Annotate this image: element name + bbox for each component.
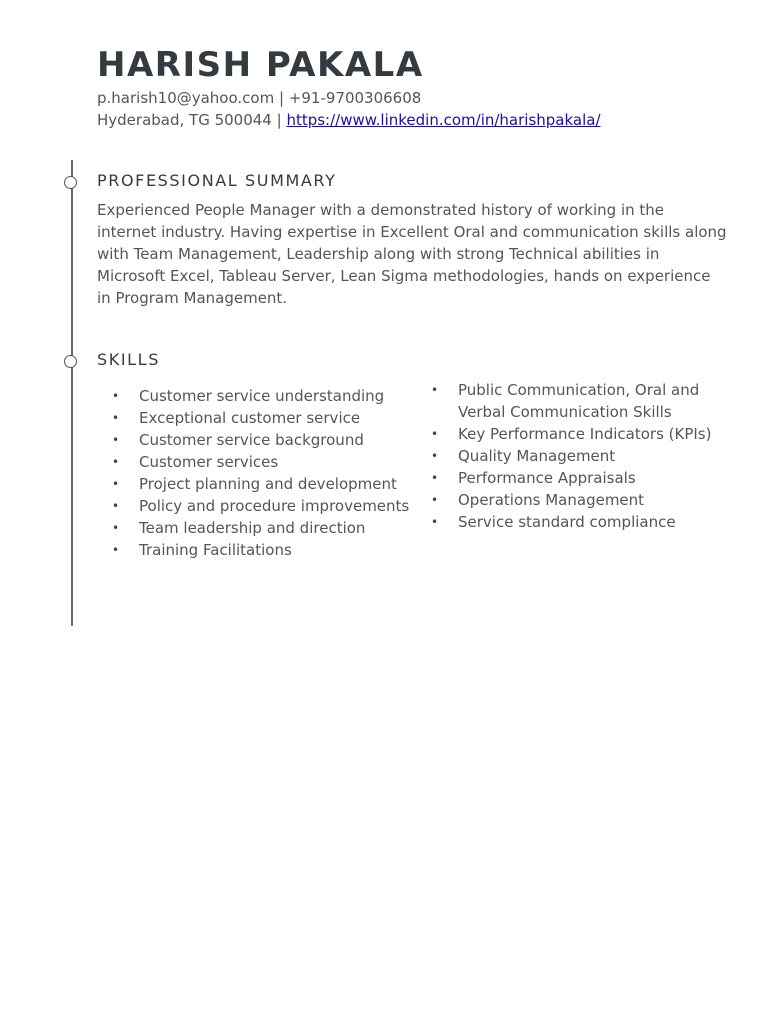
timeline-node-summary bbox=[64, 176, 77, 189]
skill-item: • Performance Appraisals bbox=[431, 467, 731, 489]
summary-text: Experienced People Manager with a demonstrated history of working in the internet industry. Having expertise in Excellent Oral and communication skills along with Team Management, Leadership along with strong Technical abilities in Microsoft Excel, Tableau Server, Lean Sigma methodologies, hands on experience in Program Management. bbox=[97, 201, 727, 307]
contact-address-line bbox=[97, 110, 601, 130]
skill-item: • Public Communication, Oral and Verbal Communication Skills bbox=[431, 379, 731, 423]
skill-item: • Key Performance Indicators (KPIs) bbox=[431, 423, 731, 445]
skill-item: • Team leadership and direction bbox=[112, 517, 422, 539]
address-text: Hyderabad, TG 500044 | bbox=[97, 111, 287, 129]
candidate-name: HARISH PAKALA bbox=[97, 45, 424, 85]
skill-item: • Training Facilitations bbox=[112, 539, 422, 561]
skill-item: • Policy and procedure improvements bbox=[112, 495, 422, 517]
skill-item: • Customer service understanding bbox=[112, 385, 422, 407]
linkedin-link[interactable]: https://www.linkedin.com/in/harishpakala/ bbox=[286, 111, 601, 129]
skill-item: • Service standard compliance bbox=[431, 511, 731, 533]
skills-list-right bbox=[431, 379, 731, 533]
timeline-line bbox=[71, 160, 73, 626]
contact-email-phone: p.harish10@yahoo.com | +91-9700306608 bbox=[97, 89, 422, 107]
skill-item: • Customer services bbox=[112, 451, 422, 473]
skill-item: • Operations Management bbox=[431, 489, 731, 511]
skill-item: • Customer service background bbox=[112, 429, 422, 451]
skill-item: • Quality Management bbox=[431, 445, 731, 467]
skill-item: • Project planning and development bbox=[112, 473, 422, 495]
skills-list-left bbox=[112, 385, 422, 561]
skill-item: • Exceptional customer service bbox=[112, 407, 422, 429]
section-title-summary: PROFESSIONAL SUMMARY bbox=[97, 171, 337, 190]
section-title-skills: SKILLS bbox=[97, 350, 160, 369]
timeline-node-skills bbox=[64, 355, 77, 368]
